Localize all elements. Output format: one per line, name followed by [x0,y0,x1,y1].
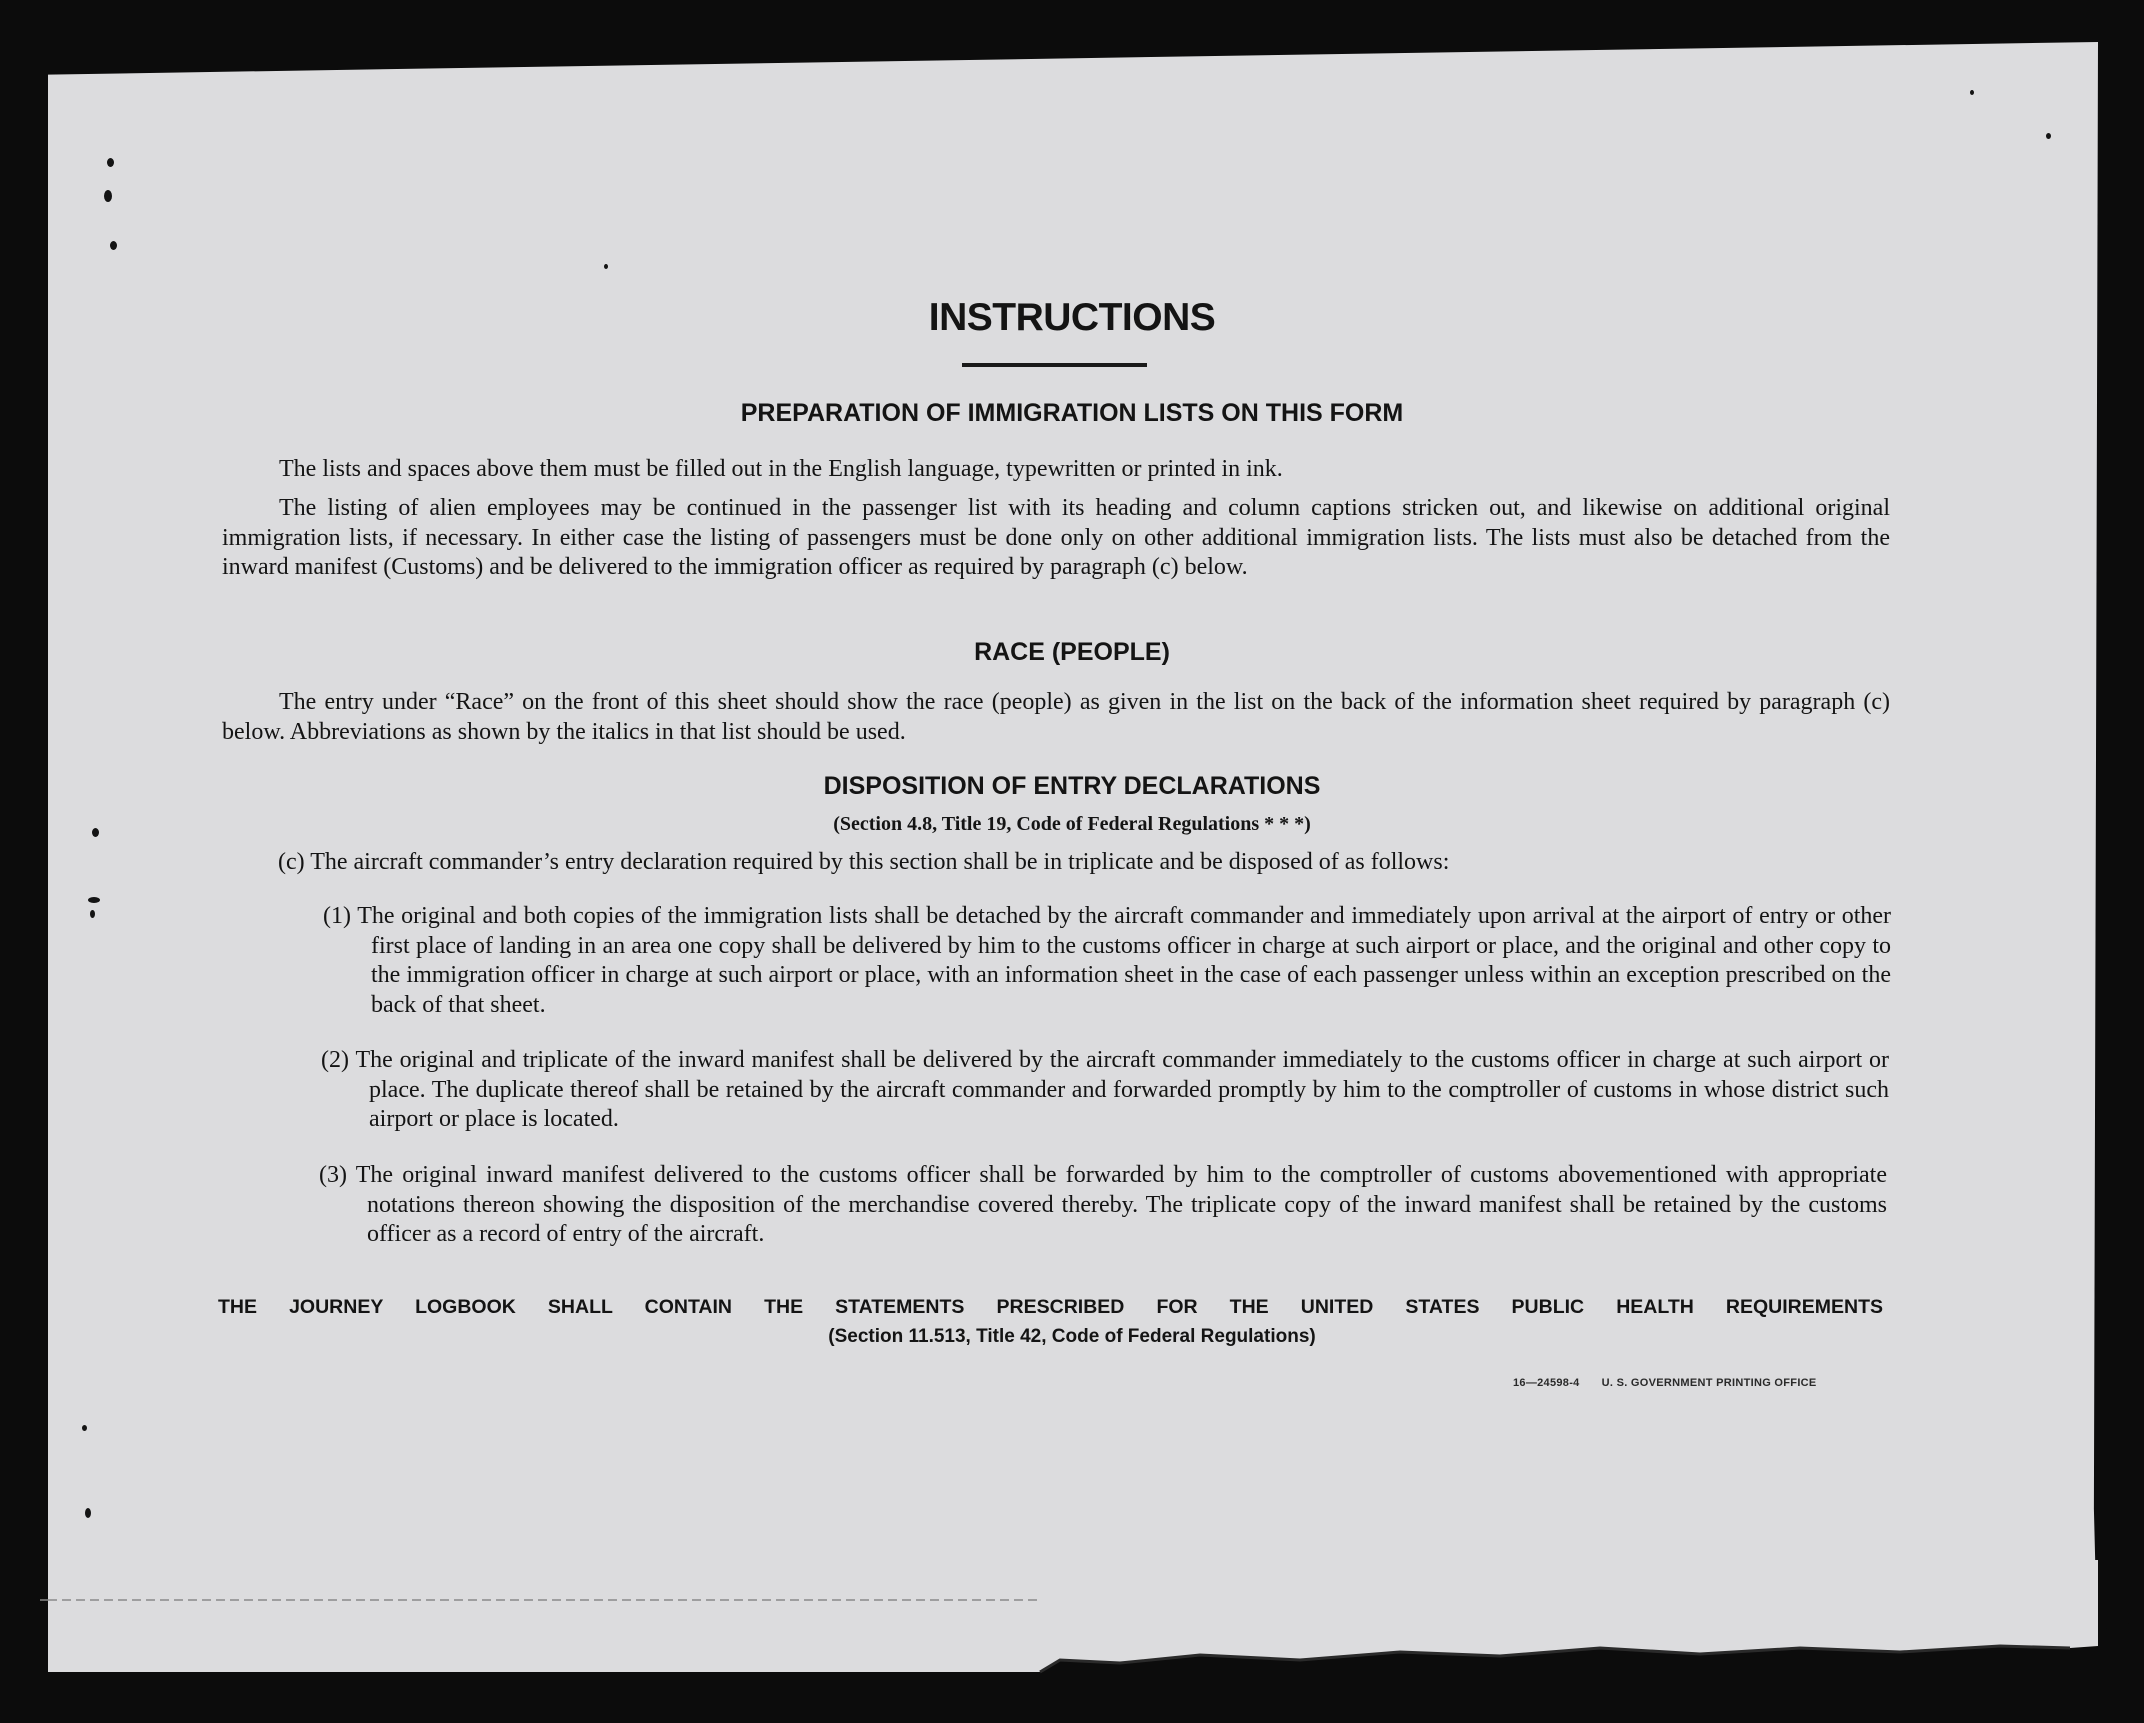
title-underline [962,363,1147,367]
printer-imprint [1513,1377,1839,1389]
disposition-intro: (c) The aircraft commander’s entry declaration required by this section shall be in triplicate and be disposed of as follows: [278,849,1450,875]
race-heading: RACE (PEOPLE) [974,638,1170,666]
public-health-citation: (Section 11.513, Title 42, Code of Federal Regulations) [828,1326,1316,1347]
printer-name: U. S. GOVERNMENT PRINTING OFFICE [1601,1377,1817,1389]
disposition-item-1: (1) The original and both copies of the immigration lists shall be detached by the aircraft commander and immediately upon arrival at the airport of entry or other first place of landing in an area one copy shall be delivered by him to the customs officer in charge at such airport or place, and the original and other copy to the immigration officer in charge at such airport or place, with an information sheet in the case of each passenger unless within an exception prescribed on the back of that sheet. [323,903,1891,1018]
form-number: 16—24598-4 [1513,1377,1580,1389]
preparation-paragraph-2: The listing of alien employees may be continued in the passenger list with its heading and column captions stricken out, and likewise on additional original immigration lists, if necessary. In either case the listing of passengers must be done only on other additional immigration lists. The lists must also be detached from the inward manifest (Customs) and be delivered to the immigration officer as required by paragraph (c) below. [222,495,1890,580]
public-health-statement: THE JOURNEY LOGBOOK SHALL CONTAIN THE STATEMENTS PRESCRIBED FOR THE UNITED STATES PUBLIC HEALTH REQUIREMENTS [218,1296,1883,1318]
disposition-item-2: (2) The original and triplicate of the inward manifest shall be delivered by the aircraft commander immediately to the customs officer in charge at such airport or place. The duplicate thereof shall be retained by the aircraft commander and forwarded promptly by him to the comptroller of customs in whose district such airport or place is located. [321,1047,1889,1132]
disposition-heading: DISPOSITION OF ENTRY DECLARATIONS [823,772,1321,800]
race-paragraph: The entry under “Race” on the front of this sheet should show the race (people) as given in the list on the back of the information sheet required by paragraph (c) below. Abbreviations as shown by the italics in that list should be used. [222,689,1890,745]
page-title: INSTRUCTIONS [928,296,1216,339]
preparation-paragraph-1: The lists and spaces above them must be filled out in the English language, typewritten or printed in ink. [279,456,1283,482]
preparation-heading: PREPARATION OF IMMIGRATION LISTS ON THIS FORM [740,399,1404,427]
disposition-item-3: (3) The original inward manifest delivered to the customs officer shall be forwarded by him to the comptroller of customs abovementioned with appropriate notations thereon showing the disposition of the merchandise covered thereby. The triplicate copy of the inward manifest shall be retained by the customs officer as a record of entry of the aircraft. [319,1162,1887,1247]
disposition-citation: (Section 4.8, Title 19, Code of Federal Regulations * * *) [833,813,1311,835]
